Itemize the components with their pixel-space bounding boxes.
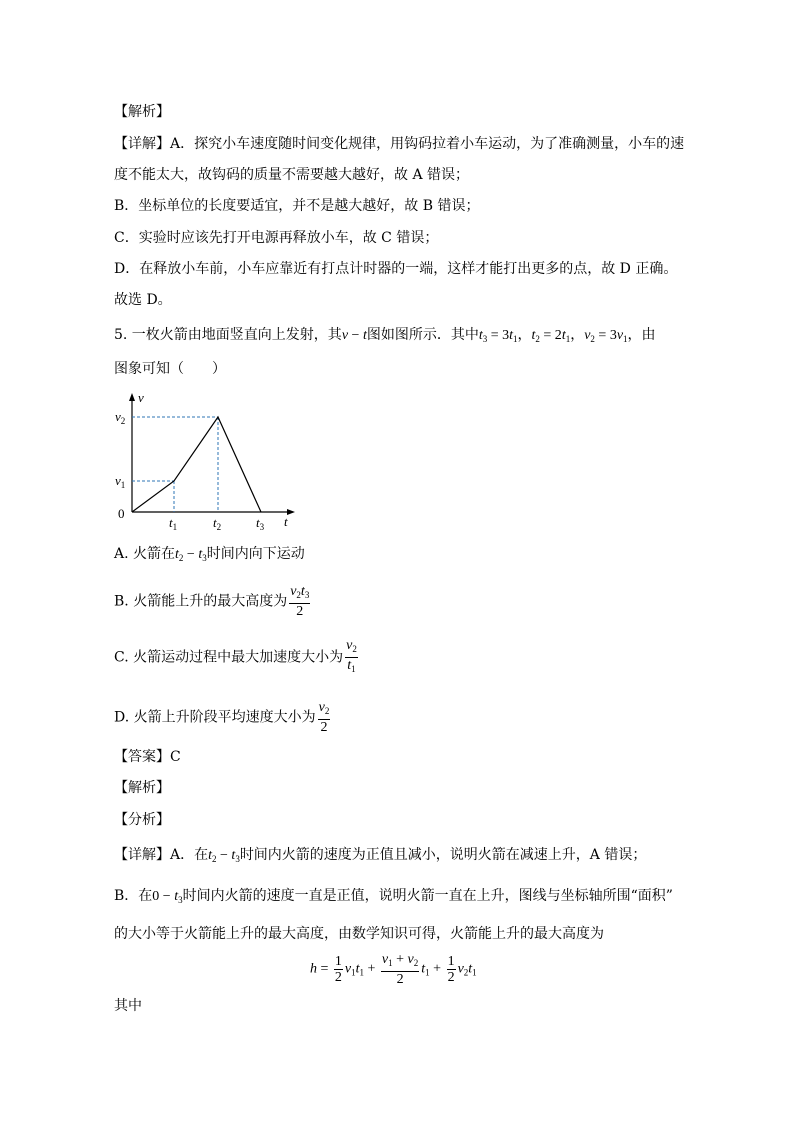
velocity-line	[132, 417, 261, 512]
v1-label: $v_1$	[115, 473, 126, 490]
t2-label: $t_2$	[213, 515, 222, 532]
option-b[interactable]: B. 火箭能上升的最大高度为 $\frac{v_2t_3}{2}$	[114, 584, 310, 619]
t-axis-label: t	[284, 514, 288, 529]
detail-b: B．坐标单位的长度要适宜，并不是越大越好，故 B 错误；	[114, 198, 480, 214]
detail-d: D．在释放小车前，小车应靠近有打点计时器的一端，这样才能打出更多的点，故 D 正确。	[114, 261, 678, 277]
section-fenxi: 【分析】	[114, 812, 170, 828]
question-5-line-2: 图象可知（ ）	[114, 361, 226, 377]
v2-label: $v_2$	[115, 409, 126, 426]
detail2-b-line-2: 的大小等于火箭能上升的最大高度，由数学知识可得，火箭能上升的最大高度为	[114, 926, 604, 942]
section-jiexi-1: 【解析】	[114, 104, 170, 120]
v-axis-arrow	[129, 393, 135, 401]
detail2-b-line-1: B．在$0 - t_3$时间内火箭的速度一直是正值，说明火箭一直在上升，图线与坐标轴所围“面积”	[114, 888, 673, 905]
option-a[interactable]: A. 火箭在$t_2 - t_3$时间内向下运动	[114, 546, 305, 563]
detail2-a: 【详解】A．在$t_2 - t_3$时间内火箭的速度为正值且减小，说明火箭在减速上升，A 错误；	[114, 847, 647, 864]
v-axis-label: v	[138, 390, 144, 405]
origin-label: 0	[118, 506, 125, 521]
detail-c: C．实验时应该先打开电源再释放小车，故 C 错误；	[114, 230, 439, 246]
qizhong-line: 其中	[114, 998, 142, 1014]
option-c[interactable]: C. 火箭运动过程中最大加速度大小为 $\frac{v_2}{t_1}$	[114, 638, 357, 674]
v-t-graph	[112, 390, 312, 535]
t3-label: $t_3$	[256, 515, 265, 532]
section-jiexi-2: 【解析】	[114, 780, 170, 796]
max-height-formula: h = $\frac{1}{2}$ $v_1t_1$ + $\frac{v_1 + v_2}{2}$ $t_1$ + $\frac{1}{2}$ $v_2t_1$	[310, 952, 477, 987]
detail-a-line-1: 【详解】A．探究小车速度随时间变化规律，用钩码拉着小车运动，为了准确测量，小车的速	[114, 136, 685, 152]
choose-line: 故选 D。	[114, 292, 172, 308]
option-d[interactable]: D. 火箭上升阶段平均速度大小为 $\frac{v_2}{2}$	[114, 700, 330, 735]
t-axis-arrow	[287, 509, 295, 515]
detail-a-line-2: 度不能太大，故钩码的质量不需要越大越好，故 A 错误；	[114, 167, 470, 183]
t1-label: $t_1$	[169, 515, 178, 532]
question-5-line-1: 5. 一枚火箭由地面竖直向上发射，其v − t图如图所示．其中$t_3 = 3t_1$，$t_2 = 2t_1$，$v_2 = 3v_1$，由	[114, 327, 656, 344]
answer-line: 【答案】C	[114, 749, 181, 765]
